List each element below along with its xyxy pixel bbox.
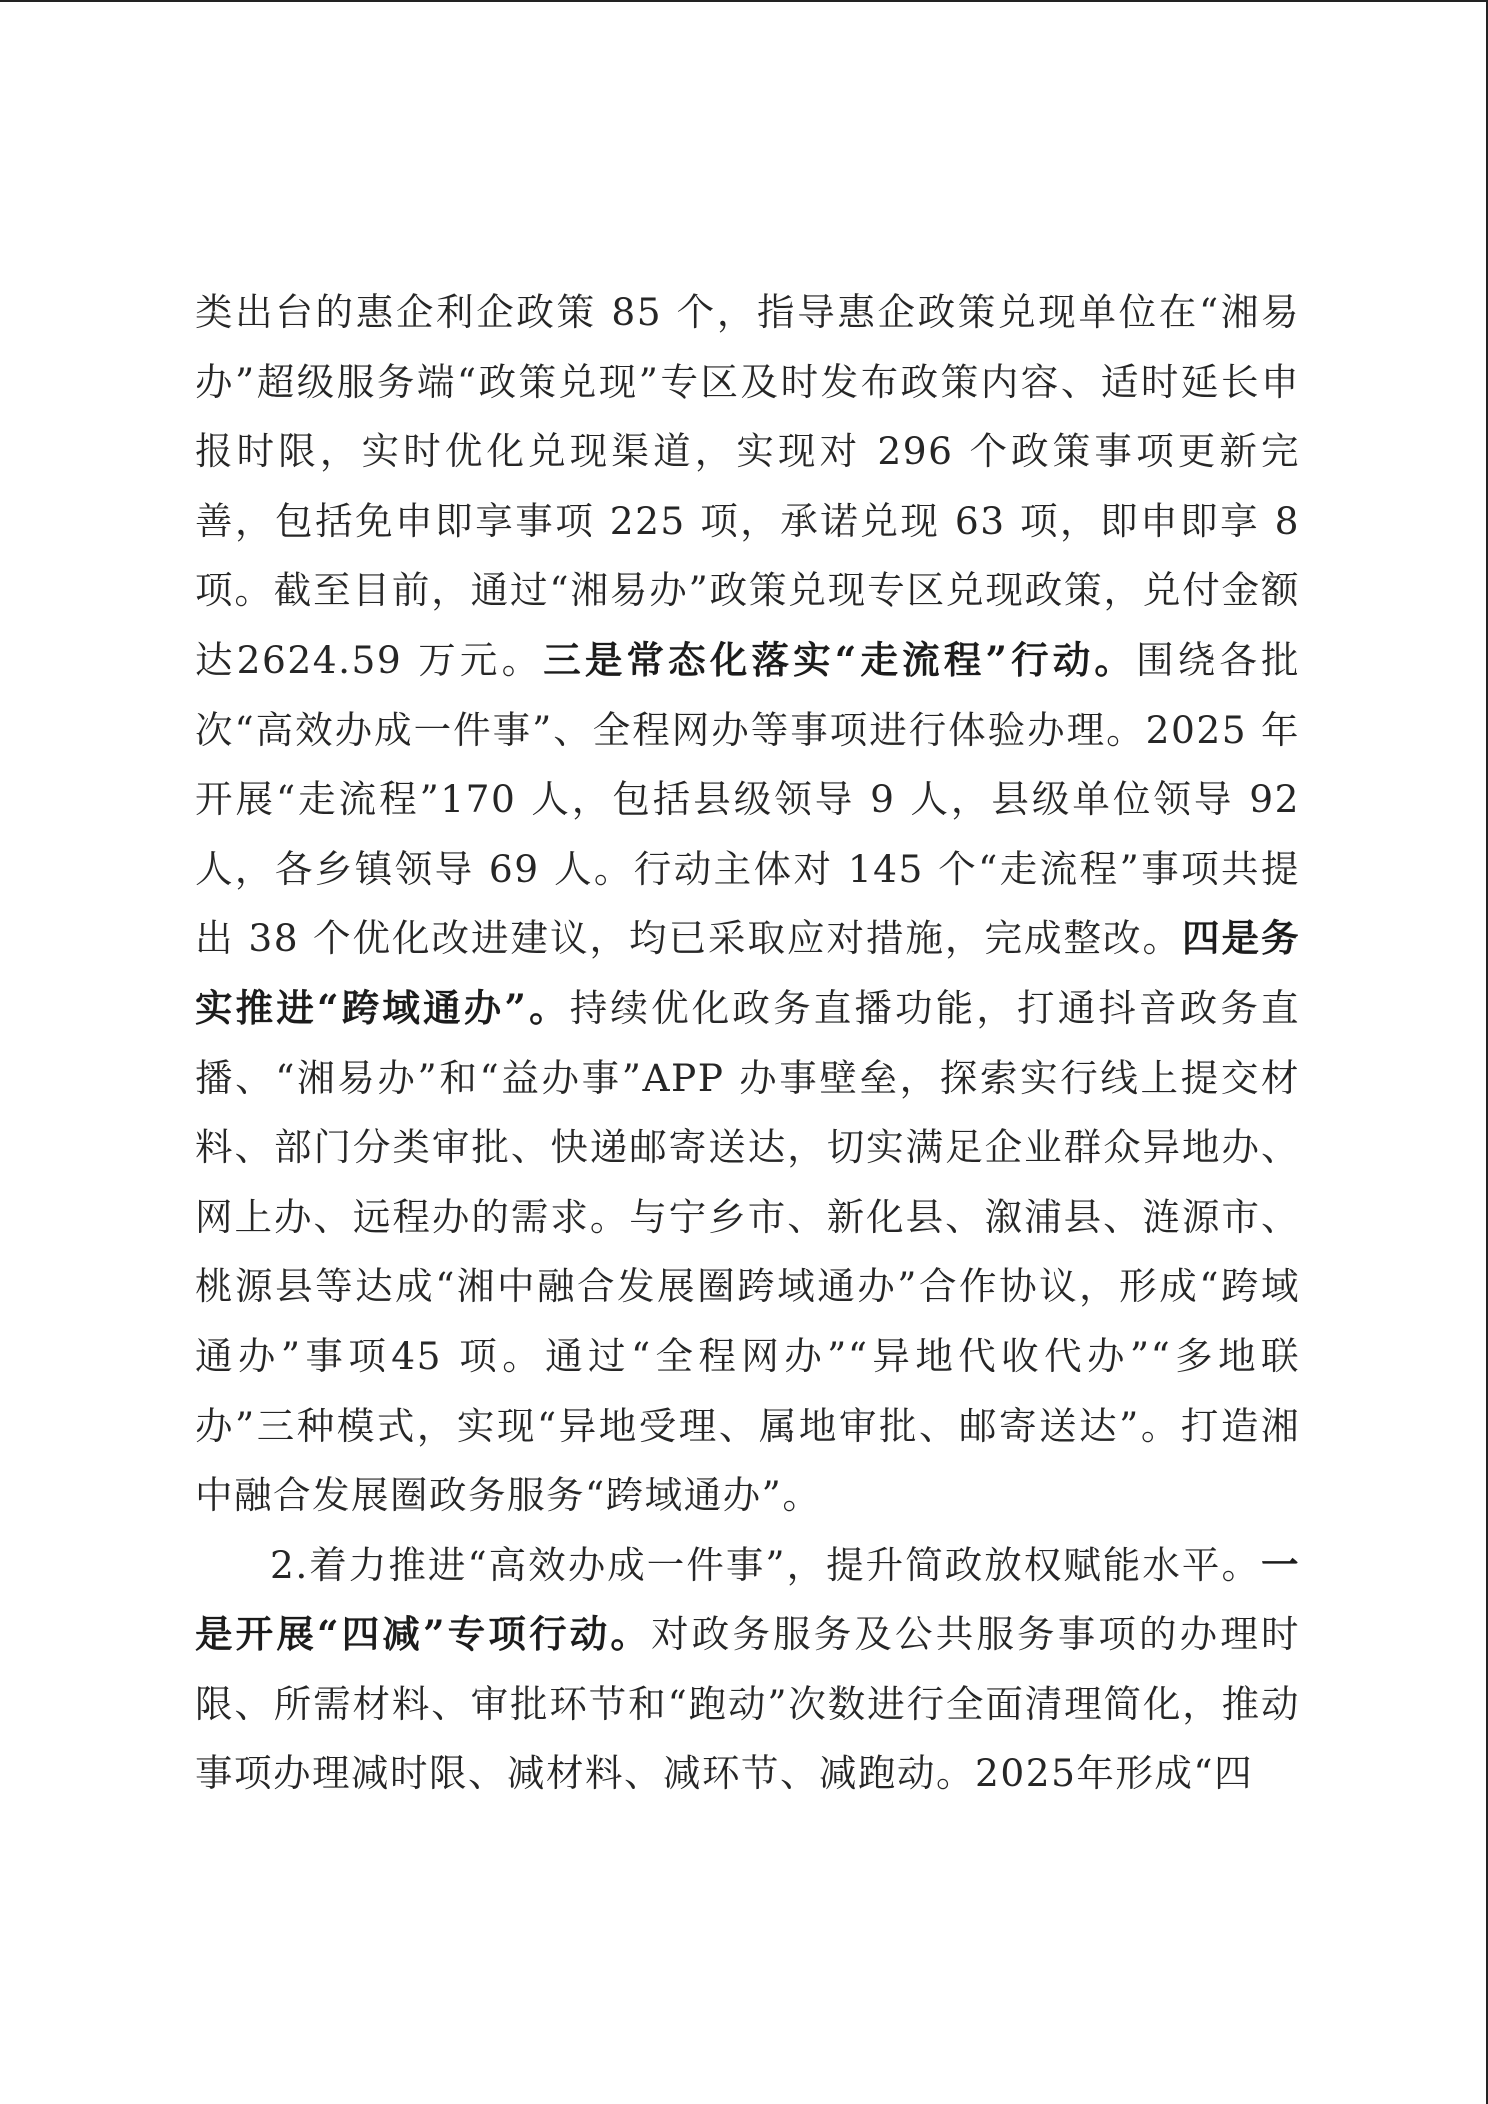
text-run: 对政务服务及公共服务事项的办理时限、所需材料、审批环节和“跑动”次数进行全面清理简化，推动事项办理减时限、减材料、减环节、减跑动。2025年形成“四 bbox=[195, 1612, 1300, 1796]
text-run: 持续优化政务直播功能，打通抖音政务直播、“湘易办”和“益办事”APP 办事壁垒，探索实行线上提交材料、部门分类审批、快递邮寄送达，切实满足企业群众异地办、网上办、远程办的需求。与宁乡市、新化县、溆浦县、涟源市、桃源县等达成“湘中融合发展圈跨域通办”合作协议，形成“跨域通办”事项45 项。通过“全程网办”“异地代收代办”“多地联办”三种模式，实现“异地受理、属地审批、邮寄送达”。打造湘中融合发展圈政务服务“跨域通办”。 bbox=[195, 985, 1301, 1518]
document-body bbox=[195, 278, 1300, 1809]
paragraph-policy-implementation bbox=[195, 278, 1300, 1531]
text-run: 类出台的惠企利企政策 85 个，指导惠企政策兑现单位在“湘易办”超级服务端“政策兑现”专区及时发布政策内容、适时延长申报时限，实时优化兑现渠道，实现对 296 个政策事项更新完善，包括免申即享事项 225 项，承诺兑现 63 项，即申即享 8 项。截至目前，通过“湘易办”政策兑现专区兑现政策，兑付金额达2624.59 万元。 bbox=[195, 290, 1300, 682]
bold-heading-four-reductions: 一是开展“四减”专项行动。 bbox=[195, 1542, 1300, 1657]
section-heading: 2.着力推进“高效办成一件事”，提升简政放权赋能水平。 bbox=[270, 1542, 1261, 1587]
paragraph-efficient-service bbox=[195, 1531, 1300, 1809]
bold-heading-cross-region: 四是务实推进“跨域通办”。 bbox=[195, 916, 1300, 1030]
text-run: 围绕各批次“高效办成一件事”、全程网办等事项进行体验办理。2025 年开展“走流程”170 人，包括县级领导 9 人，县级单位领导 92 人，各乡镇领导 69 人。行动主体对 145 个“走流程”事项共提出 38 个优化改进建议，均已采取应对措施，完成整改。 bbox=[195, 637, 1301, 961]
bold-heading-walk-process: 三是常态化落实“走流程”行动。 bbox=[543, 637, 1137, 682]
top-border-line bbox=[0, 0, 1488, 2]
